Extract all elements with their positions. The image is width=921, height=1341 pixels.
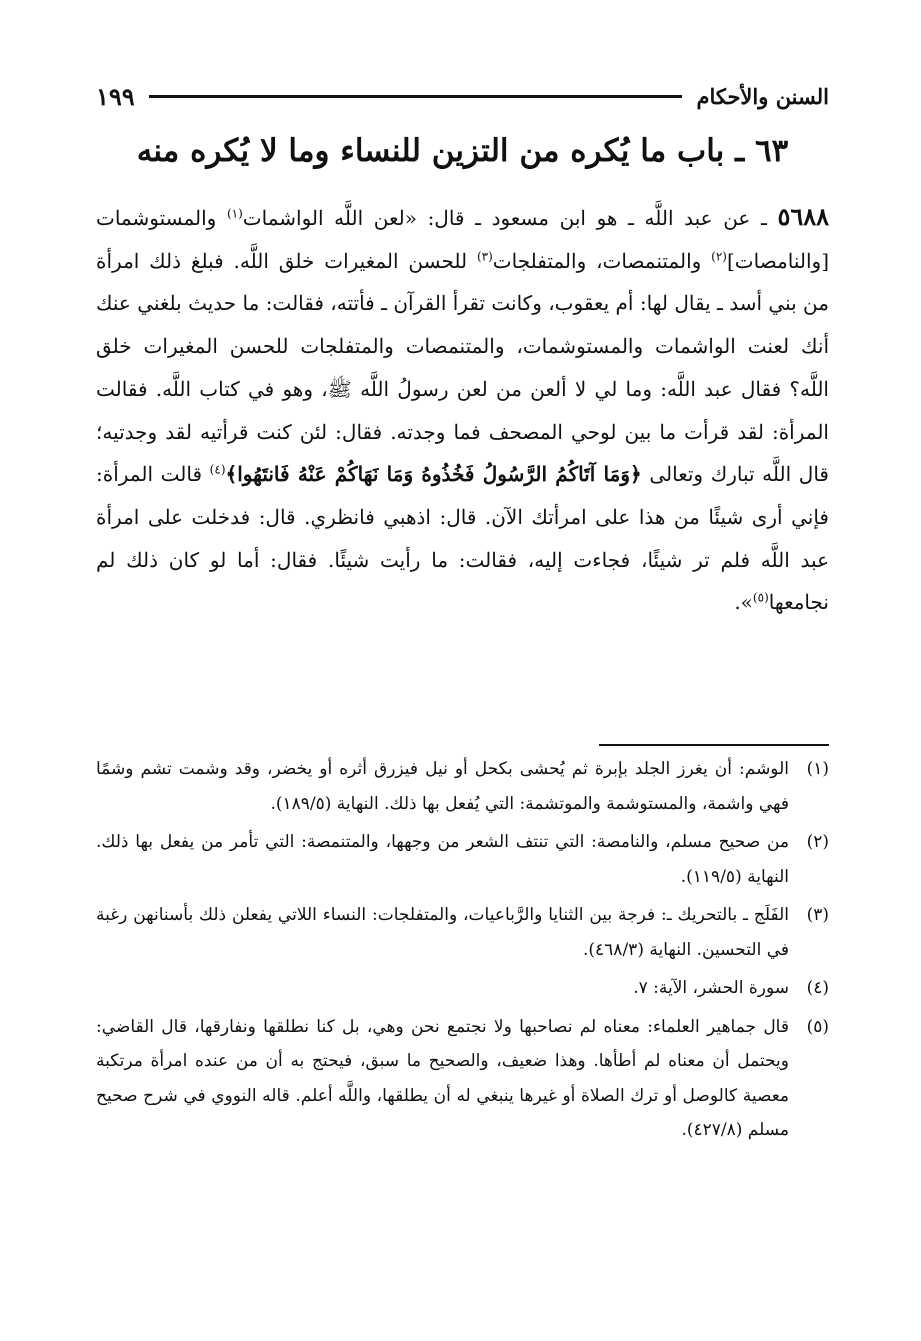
footnote-ref-5[interactable]: (٥) — [752, 590, 769, 605]
hadith-text-part: قالت المرأة: فإني أرى شيئًا من هذا على امرأتك الآن. قال: اذهبي فانظري. قال: فدخلت على امرأة عبد اللَّه فلم تر شيئًا، فجاءت إليه، فقالت: ما رأيت شيئًا. فقال: أما لو كان ذلك لم نجامعها — [96, 462, 829, 615]
footnote-ref-1[interactable]: (١) — [226, 206, 243, 221]
footnote-3 — [96, 898, 829, 967]
page-number: ١٩٩ — [96, 81, 135, 111]
hadith-text-part: والمستوشمات [والنامصات] — [96, 206, 829, 273]
footnote-1 — [96, 752, 829, 821]
footnote-number: (٢) — [806, 832, 829, 852]
running-title: السنن والأحكام — [696, 83, 829, 109]
hadith-text-part: للحسن المغيرات خلق اللَّه. فبلغ ذلك امرأة من بني أسد ـ يقال لها: أم يعقوب، وكانت تقرأ القرآن ـ فأتته، فقالت: ما حديث بلغني عنك أنك لعنت الواشمات والمستوشمات، والمتنمصات والمتفلجات للحسن المغيرات خلق اللَّه؟ فقال عبد اللَّه: وما لي لا ألعن من لعن رسولُ اللَّه ﷺ، وهو في كتاب اللَّه. فقالت المرأة: لقد قرأت ما بين لوحي المصحف فما وجدته. فقال: لئن كنت قرأتيه لقد وجدتيه؛ قال اللَّه تبارك وتعالى — [96, 248, 829, 487]
footnote-separator — [599, 744, 829, 746]
footnote-ref-2[interactable]: (٢) — [711, 249, 727, 264]
footnote-ref-3[interactable]: (٣) — [476, 249, 493, 264]
footnotes — [96, 752, 829, 1152]
footnote-2 — [96, 825, 829, 894]
quran-verse: ﴿وَمَا آتَاكُمُ الرَّسُولُ فَخُذُوهُ وَمَا نَهَاكُمْ عَنْهُ فَانتَهُوا﴾ — [225, 462, 642, 487]
footnote-5 — [96, 1010, 829, 1148]
footnote-ref-4[interactable]: (٤) — [209, 462, 226, 477]
header-rule — [149, 95, 683, 98]
footnote-text: الفَلَج ـ بالتحريك ـ: فرجة بين الثنايا والرَّباعيات، والمتفلجات: النساء اللاتي يفعلن ذلك بأسنانهن رغبة في التحسين. النهاية (٤٦٨/٣). — [96, 905, 789, 960]
footnote-text: من صحيح مسلم، والنامصة: التي تنتف الشعر من وجهها، والمتنمصة: التي تأمر من يفعل بها ذلك. النهاية (١١٩/٥). — [96, 832, 789, 887]
footnote-number: (١) — [806, 759, 829, 779]
chapter-heading: ٦٣ ـ باب ما يُكره من التزين للنساء وما لا يُكره منه — [136, 133, 789, 169]
footnote-text: الوشم: أن يغرز الجلد بإبرة ثم يُحشى بكحل أو نيل فيزرق أثره أو يخضر، وقد وشمت تشم وشمًا فهي واشمة، والمستوشمة والموتشمة: التي يُفعل بها ذلك. النهاية (١٨٩/٥). — [96, 759, 789, 814]
hadith-number: ٥٦٨٨ — [777, 202, 829, 231]
hadith-text — [96, 196, 829, 624]
footnote-number: (٥) — [806, 1016, 829, 1037]
running-header — [96, 76, 829, 116]
footnote-number: (٣) — [806, 905, 829, 925]
hadith-text-part: والمتنمصات، والمتفلجات — [492, 248, 712, 273]
hadith-text-part: ـ عن عبد اللَّه ـ هو ابن مسعود ـ قال: «لعن اللَّه الواشمات — [242, 206, 778, 230]
footnote-text: سورة الحشر، الآية: ٧. — [633, 978, 789, 998]
hadith-text-part: ». — [734, 590, 753, 615]
footnote-text: قال جماهير العلماء: معناه لم نصاحبها ولا نجتمع نحن وهي، بل كنا نطلقها ونفارقها، قال القاضي: ويحتمل أن معناه لم أطأها. وهذا ضعيف، والصحيح ما سبق، فيحتج به أن من عنده امرأة مرتكبة معصية كالوصل أو ترك الصلاة أو غيرها ينبغي له أن يطلقها، واللَّه أعلم. قاله النووي في شرح صحيح مسلم (٤٢٧/٨). — [96, 1016, 789, 1140]
footnote-number: (٤) — [806, 978, 829, 998]
footnote-4 — [96, 971, 829, 1006]
